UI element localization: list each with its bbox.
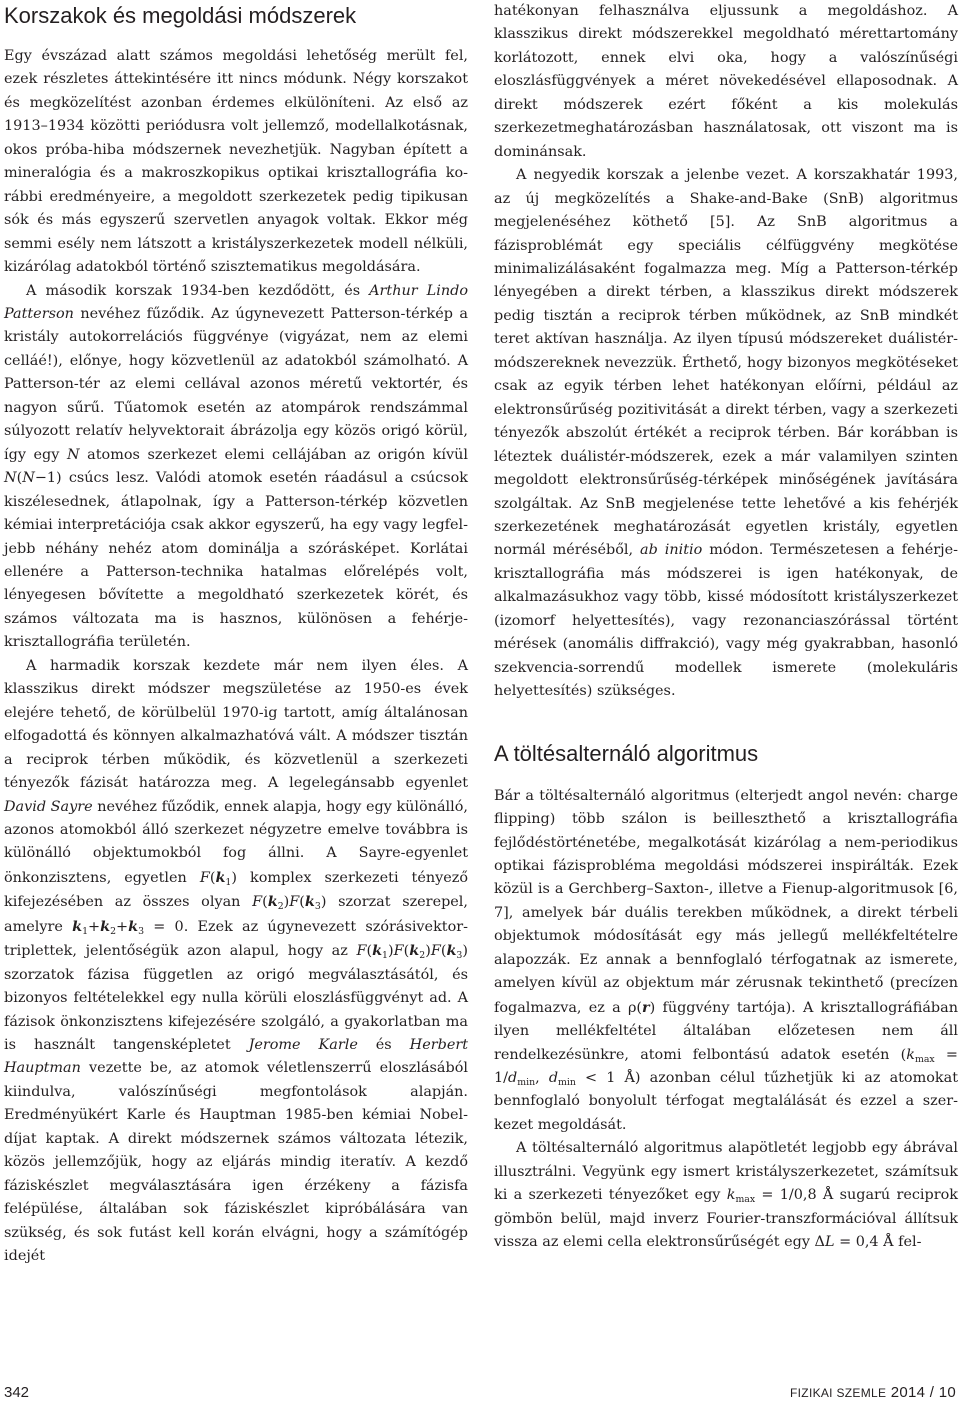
section-heading: A töltésalternáló algoritmus [494,740,759,766]
section-heading: Korszakok és megoldási módszerek [4,3,357,28]
paragraph: A negyedik korszak a jelenbe vezet. A korszakhatár 1993, az új megközelítés a Shake-and-Bake (SnB) algoritmus megjelenéséhez köthető [5]. Az SnB algoritmus a fázisproblémát egy speciális célfüggvény megkötése minimalizálásaként fogalmazza meg. Míg a Patterson-térkép lényegében a direkt térben, a klasszikus direkt módszerek pedig tisztán a reciprok térben működnek, az SnB mindkét teret aktívan használja. Az ilyen típusú módszereket duálistér-módszereknek nevezzük. Érthető, hogy bizonyos megkötéseket csak az egyik térben lehet hatékonyan előírni, például az elektronsűrűség pozitivitását a direkt térben, vagy a szerkezeti tényezők abszolút értékét a reciprok térben. Bár korábban is léteztek duálistér-módszerek, ezek a már valamilyen szinten megoldott elektronsűrűség-térképek minőségének javítására szolgáltak. Az SnB megjelenése tette lehetővé a kis fehérjék szerkezetének meghatározását egyetlen kristály, egyetlen normál méréséből, ab initio módon. Természetesen a fehérje-krisztallográfia más módszerei is igen hatékonyak, de alkalmazásukhoz vagy több, kissé módosított kristályszerkezet (izomorf helyettesítés), vagy rezonanciaszórással történt mérések (anomális diffrakció), vagy még gyakrabban, hasonló szekvencia-sorrendű modellek ismerete (molekuláris helyettesítés) szükséges. [494,167,958,700]
page-number: 342 [4,1384,30,1401]
journal-info [790,1384,956,1402]
paragraph: A harmadik korszak kezdete már nem ilyen éles. A klasszikus direkt módszer megszületése az 1950-es évek elejére tehető, de körülbelül 1970-ig tartott, amíg általánosan elfogadottá és könnyen alkalmazhatóvá vált. A módszer tisztán a reciprok térben működik, és közvetlenül a szerkezeti tényezők fázisát határozza meg. A legelegánsabb egyenlet David Sayre nevéhez fűződik, ennek alapja, hogy egy különálló, azonos atomokból álló szerkezet négyzetre emelve továbbra is különálló objektumokból fog állni. A Sayre-egyenlet önkonzisztens, egyetlen $F(k_1)$ komplex szerkezeti tényező kifejezésében az összes olyan $F(k_2)F(k_3)$ szorzat szerepel, amelyre $k_1+k_2+k_3 = 0$. Ezek az úgynevezett szórásivektor-triplettek, jelentőségük azon alapul, hogy az $F(k_1)F(k_2)F(k_3)$ szorzatok fázisa független az origó megválasztásától, és bizonyos feltételekkel egy nulla körüli eloszlásfüggvényt ad. A fázisok önkonzisztens kifejezésére szolgáló, a gyakorlatban ma is használt tangensképletet Jerome Karle és Herbert Hauptman vezette be, az atomok véletlenszerrű eloszlásából kiindulva, valószínűségi megfontolások alapján. Eredményükért Karle és Hauptman 1985-ben kémiai Nobel-díjat kaptak. A direkt módszernek számos változata létezik, közös jellemzőjük, hogy az eljárás mindig iteratív. A kezdő fáziskészlet megválasztására igen érzékeny a fázisfa felépülése, általában sok fáziskészlet kipróbálására van szükség, és sok futást kell korán elvágni, hogy a számítógép idejét [4,657,468,1265]
journal-name: FIZIKAI SZEMLE [790,1386,887,1400]
paragraph: hatékonyan felhasználva eljussunk a megoldáshoz. A klasszikus direkt módszerekkel megoldható mérettartomány korlátozott, ennek elvi oka, hogy a valószínűségi eloszlásfüggvények a méret növekedésével ellaposodnak. A direkt módszerek ezért főként a kis molekulás szerkezetmeghatározásban használatosak, ott viszont ma is dominánsak. [494,3,958,160]
page-footer [0,1384,960,1402]
right-column [494,0,958,1255]
paragraph: Bár a töltésalternáló algoritmus (elterjedt angol nevén: charge flipping) több szálon is beilleszthető a krisztallográfia fejlődéstörténetébe, megalkotását kizárólag a nem-periodikus optikai fázisprobléma megoldási módszerei inspirálták. Ezek közül is a Gerchberg–Saxton-, illetve a Fienup-algoritmusok [6, 7], amelyek bár duális terekben működnek, a direkt térbeli objektumok módosítását egy más jellegű mellékfeltételre alapozzák. Ez annak a bennfoglaló térfogatnak az ismerete, amelyen kívül az objektum már zérusnak tekinthető (precízen fogalmazva, ez a ρ(r) függvény tartója). A krisztallográfiában ilyen mellékfeltétel általában előzetesen nem áll rendelkezésünkre, atomi felbontású adatok esetén ($k_{max} = 1/d_{min}$, $d_{min} < 1$ Å) azonban célul tűzhetjük ki az atomokat bennfoglaló bonyolult térfogat megtalálását és ezzel a szerkezet megoldását. [494,787,958,1133]
left-column [4,0,468,1269]
paragraph: A második korszak 1934-ben kezdődött, és Arthur Lindo Patterson nevéhez fűződik. Az úgynevezett Patterson-térkép a kristály autokorrelációs függvénye (vigyázat, nem az elemi celláé!), előnye, hogy közvetlenül az adatokból számolható. A Patterson-tér az elemi cellával azonos méretű vektortér, és nagyon sűrű. Tűatomok esetén az atompárok rendszámmal súlyozott relatív helyvektorait ábrázolja egy közös origó körül, így egy N atomos szerkezet elemi cellájában az origón kívül N(N−1) csúcs lesz. Valódi atomok esetén ráadásul a csúcsok kiszélesednek, átlapolnak, így a Patterson-térkép közvetlen kémiai interpretációja csak akkor egyszerű, ha egy vagy legfeljebb néhány nehéz atom dominálja a szórásképet. Korlátai ellenére a Patterson-technika hatalmas előrelépés volt, lényegesen bővítette a megoldható szerkezetek körét, és számos változata ma is hasznos, különösen a fehérje-krisztallográfia területén. [4,282,469,651]
paragraph: Egy évszázad alatt számos megoldási lehetőség merült fel, ezek részletes áttekintésére itt nincs módunk. Négy korszakot és megközelítést azonban érdemes elkülöníteni. Az első az 1913–1934 közötti periódusra volt jellemző, modellalkotásnak, okos próba-hiba módszernek nevezhetjük. Nagyban épített a mineralógia és a makroszkopikus optikai krisztallográfia korábbi eredményeire, a megoldott szerkezetek pedig tipikusan sók és más egyszerű szervetlen anyagok voltak. Ekkor még semmi esély nem látszott a kristályszerkezetek modell nélküli, kizárólag adatokból történő szisztematikus megoldására. [4,48,468,276]
journal-issue: 2014 / 10 [890,1384,956,1401]
paragraph: A töltésalternáló algoritmus alapötletét legjobb egy ábrával illusztrálni. Vegyünk egy ismert kristályszerkezetet, számítsuk ki a szerkezeti tényezőket egy $k_{max} = 1/0,8$ Å sugarú reciprok gömbön belül, majd inverz Fourier-transzformációval állítsuk vissza az elemi cella elektronsűrűségét egy ΔL = 0,4 Å fel- [494,1140,958,1251]
